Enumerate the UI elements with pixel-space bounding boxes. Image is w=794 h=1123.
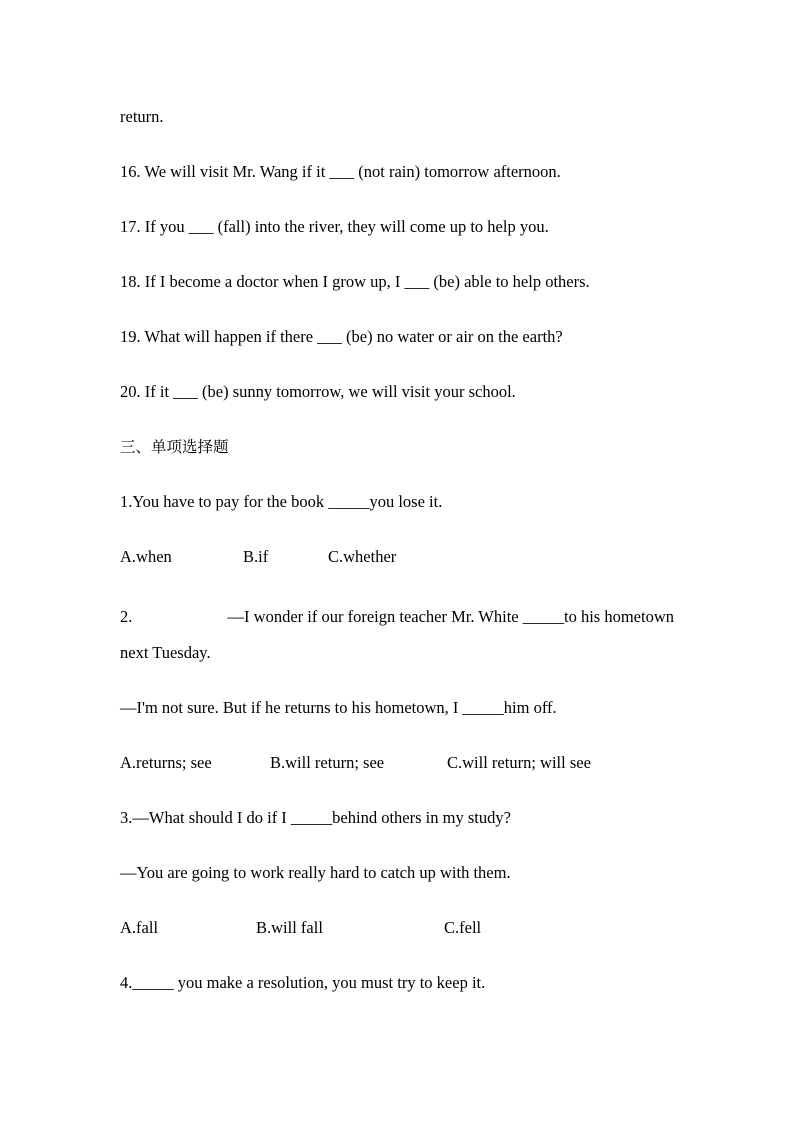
- mc2-option-a: A.returns; see: [120, 753, 212, 772]
- mc3-option-a: A.fall: [120, 918, 159, 937]
- question-19: 19. What will happen if there ___ (be) no water or air on the earth?: [120, 327, 563, 346]
- mc-question-3: 3.—What should I do if I _____behind others in my study?: [120, 808, 511, 827]
- mc-question-2-cont: next Tuesday.: [120, 643, 211, 662]
- mc-question-2: [120, 607, 674, 627]
- mc-question-3-reply: —You are going to work really hard to catch up with them.: [120, 863, 511, 882]
- mc2-stem: —I wonder if our foreign teacher Mr. White _____to his hometown: [227, 607, 674, 626]
- mc2-option-c: C.will return; will see: [447, 753, 591, 772]
- question-18: 18. If I become a doctor when I grow up, I ___ (be) able to help others.: [120, 272, 590, 291]
- mc1-option-c: C.whether: [328, 547, 397, 566]
- mc-question-1: 1.You have to pay for the book _____you lose it.: [120, 492, 443, 511]
- mc-question-2-reply: —I'm not sure. But if he returns to his hometown, I _____him off.: [120, 698, 557, 717]
- mc3-option-c: C.fell: [444, 918, 482, 937]
- question-16: 16. We will visit Mr. Wang if it ___ (not rain) tomorrow afternoon.: [120, 162, 561, 181]
- question-20: 20. If it ___ (be) sunny tomorrow, we will visit your school.: [120, 382, 516, 401]
- text-line-return: return.: [120, 107, 164, 126]
- mc1-option-b: B.if: [243, 547, 269, 566]
- mc2-option-b: B.will return; see: [270, 753, 385, 772]
- mc-question-4: 4._____ you make a resolution, you must try to keep it.: [120, 973, 486, 992]
- mc2-number: 2.: [120, 607, 133, 626]
- section-title: 三、单项选择题: [120, 438, 229, 456]
- question-17: 17. If you ___ (fall) into the river, they will come up to help you.: [120, 217, 549, 236]
- mc3-option-b: B.will fall: [256, 918, 323, 937]
- mc1-option-a: A.when: [120, 547, 172, 566]
